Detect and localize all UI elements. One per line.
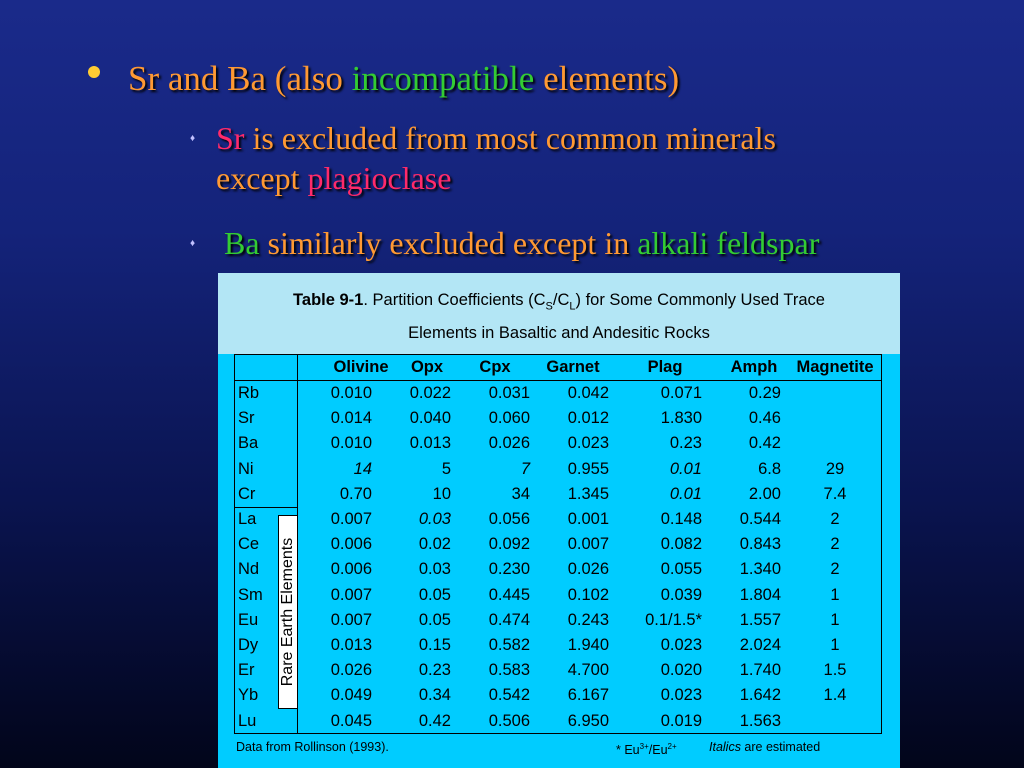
eu-sup-2: 2+ xyxy=(667,742,677,751)
coefficient-cell: 0.014 xyxy=(330,409,372,428)
data-grid xyxy=(234,354,882,734)
coefficient-cell: 10 xyxy=(432,484,451,503)
bullet-main-suffix: elements) xyxy=(534,59,680,98)
eu-footnote xyxy=(616,739,677,758)
bullet-sub-1-line-1 xyxy=(216,118,776,158)
coefficient-cell: 0.03 xyxy=(418,560,451,579)
element-symbol: Cr xyxy=(238,484,256,503)
coefficient-cell: 0.01 xyxy=(669,484,702,503)
coefficient-cell: 2 xyxy=(830,510,840,528)
coefficient-cell: 0.012 xyxy=(567,409,609,428)
coefficient-cell: 0.026 xyxy=(488,434,530,453)
coefficient-cell: 0.039 xyxy=(660,585,702,604)
coefficient-cell: 0.060 xyxy=(488,409,530,428)
coefficient-cell: 0.040 xyxy=(409,409,451,428)
coefficient-cell: 0.023 xyxy=(660,636,702,654)
caption-slash: /C xyxy=(552,291,570,309)
coefficient-cell: 2 xyxy=(830,535,840,554)
coefficient-cell: 5 xyxy=(441,459,451,478)
caption-tail: ) for Some Commonly Used Trace xyxy=(575,291,825,309)
coefficient-cell: 0.007 xyxy=(567,535,609,554)
coefficient-cell: 0.056 xyxy=(488,510,530,528)
element-symbol: Yb xyxy=(238,686,259,705)
column-header: Plag xyxy=(647,358,683,376)
coefficient-cell: 1 xyxy=(830,610,840,629)
element-symbol: Ba xyxy=(238,434,259,453)
coefficient-cell: 1.940 xyxy=(567,636,609,654)
coefficient-cell: 0.843 xyxy=(739,535,781,554)
element-symbol: Sr xyxy=(238,409,255,428)
coefficient-cell: 0.007 xyxy=(330,585,372,604)
bullet-sub-2-highlight: Ba xyxy=(224,225,260,261)
rare-earth-label: Rare Earth Elements xyxy=(279,537,296,687)
coefficient-cell: 0.474 xyxy=(488,610,530,629)
coefficient-cell: 1.340 xyxy=(739,560,781,579)
coefficient-cell: 0.42 xyxy=(748,434,781,453)
coefficient-cell: 0.102 xyxy=(567,585,609,604)
italics-suffix: are estimated xyxy=(740,740,821,754)
coefficient-cell: 0.583 xyxy=(488,661,530,680)
bullet-main-highlight: incompatible xyxy=(351,59,535,98)
element-symbol: Ni xyxy=(238,459,254,478)
bullet-sub-2-highlight-2: alkali feldspar xyxy=(637,225,820,261)
coefficient-cell: 0.023 xyxy=(567,434,609,453)
caption-text: . Partition Coefficients (C xyxy=(363,291,546,309)
bullet-sub-2-line xyxy=(224,223,819,263)
coefficient-cell: 0.071 xyxy=(660,384,702,402)
caption-sub-s: S xyxy=(545,300,553,313)
bullet-sub-2-text: similarly excluded except in xyxy=(259,225,638,261)
coefficient-cell xyxy=(805,406,865,431)
coefficient-cell: 0.013 xyxy=(409,434,451,453)
coefficient-cell: 34 xyxy=(511,484,530,503)
coefficient-cell xyxy=(805,709,865,734)
coefficient-cell xyxy=(805,431,865,456)
coefficient-cell: 0.092 xyxy=(488,535,530,554)
diamond-bullet-icon: ♦ xyxy=(190,238,196,249)
column-header: Olivine xyxy=(333,358,389,376)
coefficient-cell: 0.23 xyxy=(669,434,702,453)
coefficient-cell: 0.055 xyxy=(660,560,702,579)
eu-sup-1: 3+ xyxy=(639,742,649,751)
coefficient-cell: 0.148 xyxy=(660,510,702,528)
coefficient-cell: 7.4 xyxy=(823,484,847,503)
coefficient-cell: 0.082 xyxy=(660,535,702,554)
coefficient-cell: 0.022 xyxy=(409,384,451,402)
coefficient-cell: 0.01 xyxy=(669,459,702,478)
coefficient-cell: 1.740 xyxy=(739,661,781,680)
coefficient-cell: 6.8 xyxy=(758,459,781,478)
coefficient-cell: 0.042 xyxy=(567,384,609,402)
element-symbol: Rb xyxy=(238,384,260,402)
coefficient-cell: 1.804 xyxy=(739,585,781,604)
table-caption xyxy=(218,273,900,354)
element-symbol: Eu xyxy=(238,610,259,629)
coefficient-cell: 0.506 xyxy=(488,711,530,730)
element-symbol: Dy xyxy=(238,636,259,654)
caption-line-1 xyxy=(218,287,900,320)
coefficient-cell: 0.026 xyxy=(330,661,372,680)
coefficient-cell: 0.023 xyxy=(660,686,702,705)
element-symbol: Lu xyxy=(238,711,257,730)
diamond-bullet-icon: ♦ xyxy=(190,133,196,144)
coefficient-cell: 0.049 xyxy=(330,686,372,705)
coefficient-cell: 0.544 xyxy=(739,510,781,528)
caption-line-2: Elements in Basaltic and Andesitic Rocks xyxy=(408,324,710,343)
column-header: Amph xyxy=(730,358,778,376)
coefficient-cell: 6.950 xyxy=(567,711,609,730)
element-symbol: La xyxy=(238,510,257,528)
coefficient-cell: 0.955 xyxy=(567,459,609,478)
coefficient-cell: 0.026 xyxy=(567,560,609,579)
coefficient-cell: 1.345 xyxy=(567,484,609,503)
italics-word: Italics xyxy=(709,740,741,754)
coefficient-cell: 0.15 xyxy=(418,636,451,654)
coefficient-cell: 0.006 xyxy=(330,535,372,554)
coefficient-cell: 0.013 xyxy=(330,636,372,654)
coefficient-cell: 0.05 xyxy=(418,610,451,629)
coefficient-cell: 0.007 xyxy=(330,510,372,528)
bullet-sub-1-text: is excluded from most common minerals xyxy=(244,120,776,156)
coefficient-cell: 0.045 xyxy=(330,711,372,730)
coefficient-cell xyxy=(805,381,865,406)
eu-footnote-prefix: * Eu xyxy=(616,743,640,757)
partition-coefficient-table xyxy=(218,273,900,768)
bullet-sub-1-highlight-2: plagioclase xyxy=(307,160,452,196)
coefficient-cell: 0.542 xyxy=(488,686,530,705)
column-header: Cpx xyxy=(479,358,511,376)
element-symbol: Nd xyxy=(238,560,260,579)
bullet-main-text xyxy=(128,58,679,100)
coefficient-cell: 0.42 xyxy=(418,711,451,730)
coefficient-cell: 0.019 xyxy=(660,711,702,730)
bullet-main-prefix: Sr and Ba (also xyxy=(128,59,352,98)
coefficient-cell: 0.02 xyxy=(418,535,451,554)
coefficient-cell: 1.5 xyxy=(823,661,847,680)
coefficient-cell: 2.00 xyxy=(748,484,781,503)
coefficient-cell: 2.024 xyxy=(739,636,781,654)
italics-footnote xyxy=(709,739,820,755)
coefficient-cell: 0.1/1.5* xyxy=(645,610,702,629)
coefficient-cell: 0.006 xyxy=(330,560,372,579)
coefficient-cell: 0.46 xyxy=(748,409,781,428)
coefficient-cell: 0.031 xyxy=(488,384,530,402)
coefficient-cell: 0.007 xyxy=(330,610,372,629)
column-header: Garnet xyxy=(546,358,600,376)
coefficient-cell: 7 xyxy=(520,459,530,478)
coefficient-cell: 0.010 xyxy=(330,434,372,453)
coefficient-cell: 1.563 xyxy=(739,711,781,730)
coefficient-cell: 0.020 xyxy=(660,661,702,680)
coefficient-cell: 1.557 xyxy=(739,610,781,629)
coefficient-cell: 1 xyxy=(830,585,840,604)
column-header: Opx xyxy=(410,358,444,376)
element-symbol: Sm xyxy=(238,585,263,604)
eu-footnote-mid: /Eu xyxy=(648,743,668,757)
coefficient-cell: 0.001 xyxy=(567,510,609,528)
coefficient-cell: 0.05 xyxy=(418,585,451,604)
coefficient-cell: 1.4 xyxy=(823,686,847,705)
coefficient-cell: 29 xyxy=(825,459,845,478)
coefficient-cell: 0.582 xyxy=(488,636,530,654)
element-symbol: Ce xyxy=(238,535,260,554)
coefficient-cell: 4.700 xyxy=(567,661,609,680)
coefficient-cell: 6.167 xyxy=(567,686,609,705)
coefficient-cell: 14 xyxy=(353,459,372,478)
coefficient-cell: 1.830 xyxy=(660,409,702,428)
coefficient-cell: 1 xyxy=(830,636,840,654)
coefficient-cell: 0.29 xyxy=(748,384,781,402)
bullet-sub-1-line-2 xyxy=(216,158,776,198)
coefficient-cell: 0.23 xyxy=(418,661,451,680)
caption-sub-l: L xyxy=(569,300,576,313)
coefficient-cell: 1.642 xyxy=(739,686,781,705)
coefficient-cell: 0.03 xyxy=(418,510,451,528)
bullet-main xyxy=(88,58,679,100)
bullet-sub-2 xyxy=(190,223,819,263)
caption-table-number: Table 9-1 xyxy=(293,291,364,309)
column-header: Magnetite xyxy=(796,358,874,376)
coefficient-cell: 0.243 xyxy=(567,610,609,629)
coefficient-cell: 0.010 xyxy=(330,384,372,402)
coefficient-cell: 0.70 xyxy=(339,484,372,503)
bullet-dot-icon xyxy=(88,66,100,78)
table-source-note: Data from Rollinson (1993). xyxy=(236,740,389,754)
coefficient-cell: 0.445 xyxy=(488,585,530,604)
coefficient-cell: 0.230 xyxy=(488,560,530,579)
element-symbol: Er xyxy=(238,661,255,680)
coefficient-cell: 0.34 xyxy=(418,686,451,705)
coefficient-cell: 2 xyxy=(830,560,840,579)
bullet-sub-1-text-2: except xyxy=(216,160,308,196)
bullet-sub-1 xyxy=(190,118,776,198)
bullet-sub-1-highlight: Sr xyxy=(216,120,245,156)
